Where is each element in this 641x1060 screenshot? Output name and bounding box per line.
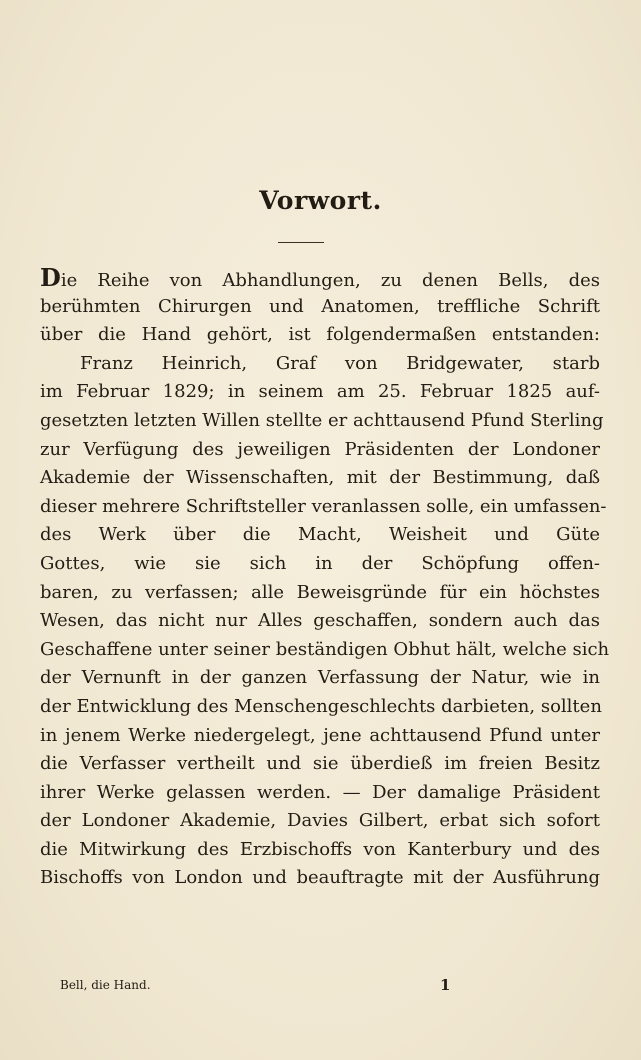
text-line: zur Verfügung des jeweiligen Präsidenten der Londoner	[40, 438, 600, 460]
text-line: Gottes, wie sie sich in der Schöpfung offen-	[40, 552, 600, 574]
text-line: der Entwicklung des Menschengeschlechts darbieten, sollten	[40, 695, 602, 717]
body-text	[40, 263, 610, 893]
text-line: Wesen, das nicht nur Alles geschaffen, sondern auch das	[40, 610, 600, 632]
page-footer	[60, 974, 560, 996]
text-line: die Mitwirkung des Erzbischoffs von Kanterbury und des	[40, 838, 600, 860]
text-line: über die Hand gehört, ist folgendermaßen entstanden:	[40, 324, 600, 346]
text-line: des Werk über die Macht, Weisheit und Güte	[40, 524, 600, 546]
title-rule	[278, 242, 324, 243]
text-line: gesetzten letzten Willen stellte er achttausend Pfund Sterling	[40, 409, 604, 431]
text-line: Franz Heinrich, Graf von Bridgewater, starb	[80, 352, 600, 374]
text-line: Geschaffene unter seiner beständigen Obhut hält, welche sich	[40, 638, 610, 660]
page-number: 1	[440, 976, 451, 994]
text-line: im Februar 1829; in seinem am 25. Februar 1825 auf-	[40, 381, 600, 403]
text-line: Die Reihe von Abhandlungen, zu denen Bells, des	[40, 263, 600, 292]
page-title: Vorwort.	[259, 186, 382, 215]
text-line: dieser mehrere Schriftsteller veranlassen solle, ein umfassen-	[40, 495, 607, 517]
text-line: baren, zu verfassen; alle Beweisgründe für ein höchstes	[40, 581, 600, 603]
text-line: berühmten Chirurgen und Anatomen, treffliche Schrift	[40, 295, 600, 317]
text-line: der Vernunft in der ganzen Verfassung der Natur, wie in	[40, 667, 600, 689]
text-line: die Verfasser vertheilt und sie überdieß im freien Besitz	[40, 753, 600, 775]
text-line: der Londoner Akademie, Davies Gilbert, erbat sich sofort	[40, 810, 600, 832]
signature-mark: Bell, die Hand.	[60, 978, 151, 992]
text-line: Akademie der Wissenschaften, mit der Bestimmung, daß	[40, 467, 600, 489]
text-line: Bischoffs von London und beauftragte mit der Ausführung	[40, 867, 600, 889]
text-line: in jenem Werke niedergelegt, jene achttausend Pfund unter	[40, 724, 600, 746]
text-line: ihrer Werke gelassen werden. — Der damalige Präsident	[40, 781, 600, 803]
